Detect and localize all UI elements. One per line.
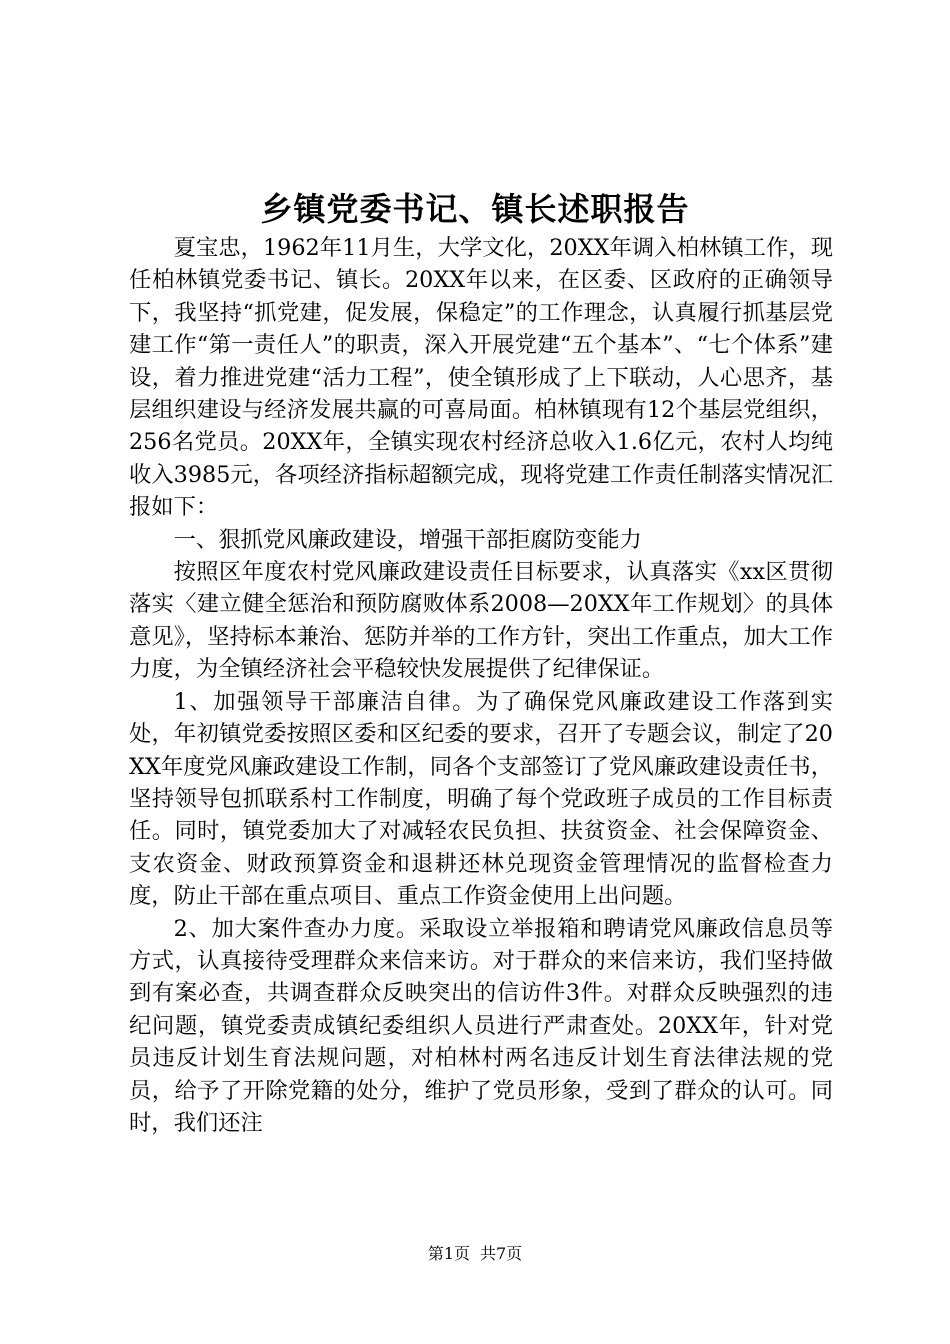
section-heading-1: 一、狠抓党风廉政建设，增强干部拒腐防变能力	[173, 526, 642, 553]
paragraph-item-1: 1、加强领导干部廉洁自律。为了确保党风廉政建设工作落到实处，年初镇党委按照区委和区纪委的要求，召开了专题会议，制定了20XX年度党风廉政建设工作制，同各个支部签订了党风廉政建设责任书，坚持领导包抓联系村工作制度，明确了每个党政班子成员的工作目标责任。同时，镇党委加大了对减轻农民负担、扶贫资金、社会保障资金、支农资金、财政预算资金和退耕还林兑现资金管理情况的监督检查力度，防止干部在重点项目、重点工作资金使用上出问题。	[129, 688, 833, 910]
page-number: 第1页	[427, 1244, 470, 1263]
page-total: 共7页	[480, 1244, 523, 1263]
document-title: 乡镇党委书记、镇长述职报告	[260, 190, 690, 228]
document-body	[129, 232, 833, 1139]
paragraph-intro: 夏宝忠，1962年11月生，大学文化，20XX年调入柏林镇工作，现任柏林镇党委书记、镇长。20XX年以来，在区委、区政府的正确领导下，我坚持“抓党建，促发展，保稳定”的工作理念，认真履行抓基层党建工作“第一责任人”的职责，深入开展党建“五个基本”、“七个体系”建设，着力推进党建“活力工程”，使全镇形成了上下联动，人心思齐，基层组织建设与经济发展共赢的可喜局面。柏林镇现有12个基层党组织，256名党员。20XX年，全镇实现农村经济总收入1.6亿元，农村人均纯收入3985元，各项经济指标超额完成，现将党建工作责任制落实情况汇报如下：	[129, 235, 833, 521]
paragraph-section-1: 按照区年度农村党风廉政建设责任目标要求，认真落实《xx区贯彻落实〈建立健全惩治和预防腐败体系2008—20XX年工作规划〉的具体意见》，坚持标本兼治、惩防并举的工作方针，突出工作重点，加大工作力度，为全镇经济社会平稳较快发展提供了纪律保证。	[129, 559, 833, 683]
page-footer	[0, 1242, 950, 1266]
paragraph-item-2: 2、加大案件查办力度。采取设立举报箱和聘请党风廉政信息员等方式，认真接待受理群众来信来访。对于群众的来信来访，我们坚持做到有案必查，共调查群众反映突出的信访件3件。对群众反映强烈的违纪问题，镇党委责成镇纪委组织人员进行严肃查处。20XX年，针对党员违反计划生育法规问题，对柏林村两名违反计划生育法律法规的党员，给予了开除党籍的处分，维护了党员形象，受到了群众的认可。同时，我们还注	[129, 915, 833, 1136]
